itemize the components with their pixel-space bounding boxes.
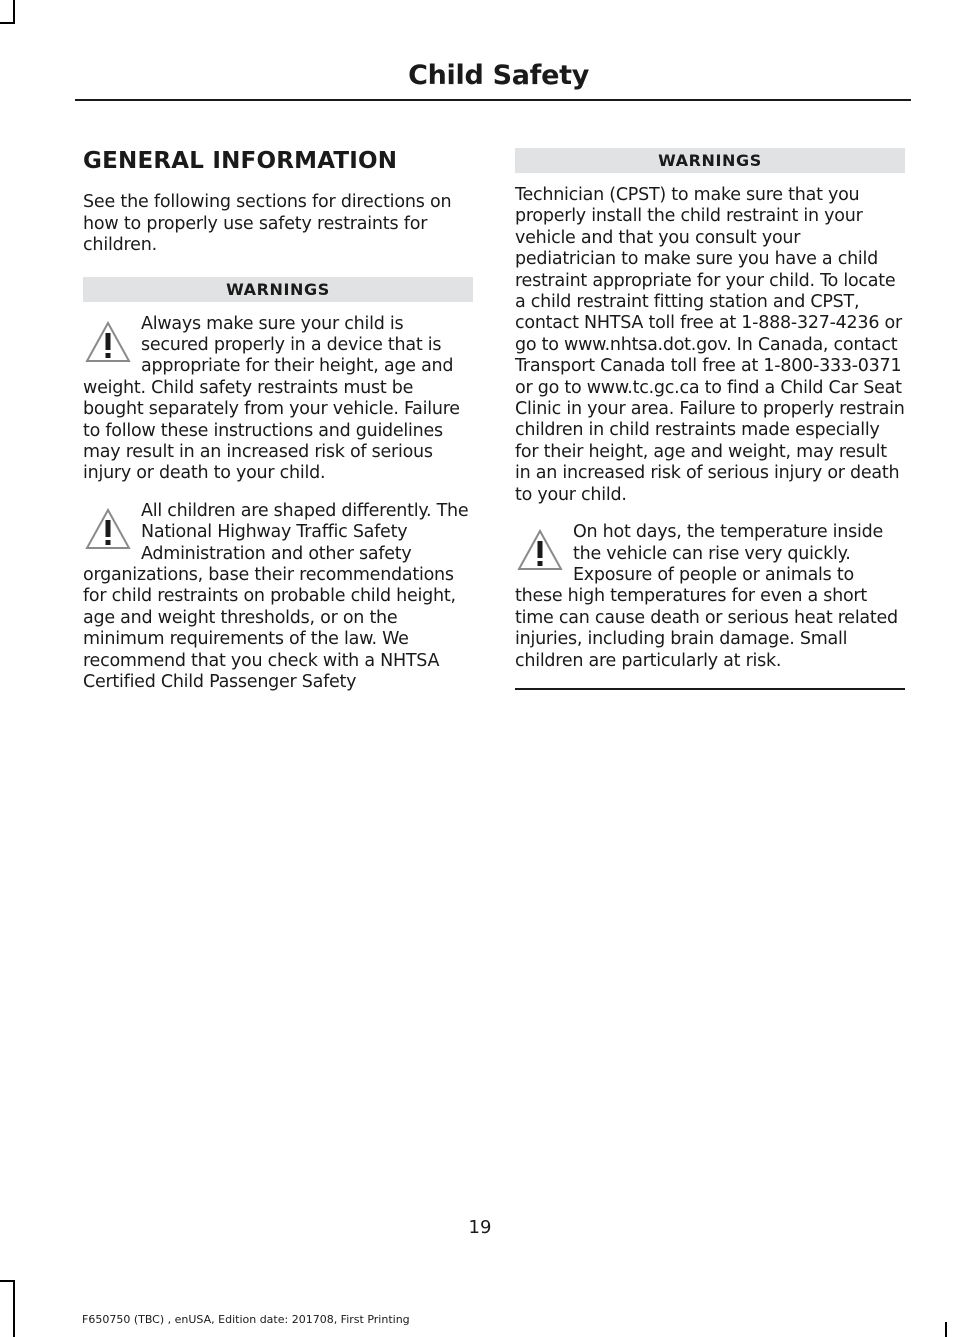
page-number: 19 — [468, 1217, 492, 1238]
warning-continued-text: Technician (CPST) to make sure that you properly install the child restraint in your vehicle and that you consult your pediatrician to make sure you have a child restraint appropriate for your child. To locate a child restraint fitting station and CPST, contact NHTSA toll free at 1-888-327-4236 or go to www.nhtsa.dot.gov. In Canada, contact Transport Canada toll free at 1-800-333-0371 or go to www.tc.gc.ca to find a Child Car Seat Clinic in your area. Failure to properly restrain children in child restraints made especially for their height, age and weight, may result in an increased risk of serious injury or death to your child. — [515, 185, 905, 505]
page-title: Child Safety — [408, 60, 589, 91]
right-column — [515, 148, 905, 690]
warning-item — [83, 501, 473, 694]
warning-triangle-icon — [517, 528, 563, 572]
warning-triangle-icon — [85, 507, 131, 551]
section-title: GENERAL INFORMATION — [83, 148, 398, 174]
intro-paragraph: See the following sections for directions on how to properly use safety restraints for children. — [83, 192, 452, 255]
crop-mark-bottom-left-h — [0, 1280, 15, 1282]
warning-item — [515, 522, 905, 672]
crop-mark-top-left-v — [13, 0, 15, 22]
warning-text: Always make sure your child is secured properly in a device that is appropriate for their height, age and weight. Child safety restraints must be bought separately from your vehicle. Failure to follow these instructions and guidelines may result in an increased risk of serious injury or death to your child. — [83, 313, 460, 484]
warning-text: On hot days, the temperature inside the vehicle can rise very quickly. Exposure of people or animals to these high temperatures for even a short time can cause death or serious heat related injuries, including brain damage. Small children are particularly at risk. — [515, 522, 898, 671]
crop-mark-bottom-left-v — [13, 1280, 15, 1337]
crop-mark-top-left-h — [0, 22, 15, 24]
warnings-heading: WARNINGS — [515, 148, 905, 173]
page-header — [75, 60, 911, 101]
warning-item — [83, 314, 473, 485]
warning-text: All children are shaped differently. The National Highway Traffic Safety Administration and other safety organizations, base their recommendations for child restraints on probable child height, age and weight thresholds, or on the minimum requirements of the law. We recommend that you check with a NHTSA Certified Child Passenger Safety — [83, 500, 469, 692]
crop-mark-bottom-right-v — [945, 1322, 947, 1337]
edition-info: F650750 (TBC) , enUSA, Edition date: 201708, First Printing — [82, 1313, 410, 1326]
warnings-end-rule — [515, 688, 905, 690]
warnings-heading: WARNINGS — [83, 277, 473, 302]
left-column — [83, 148, 473, 709]
warning-triangle-icon — [85, 320, 131, 364]
